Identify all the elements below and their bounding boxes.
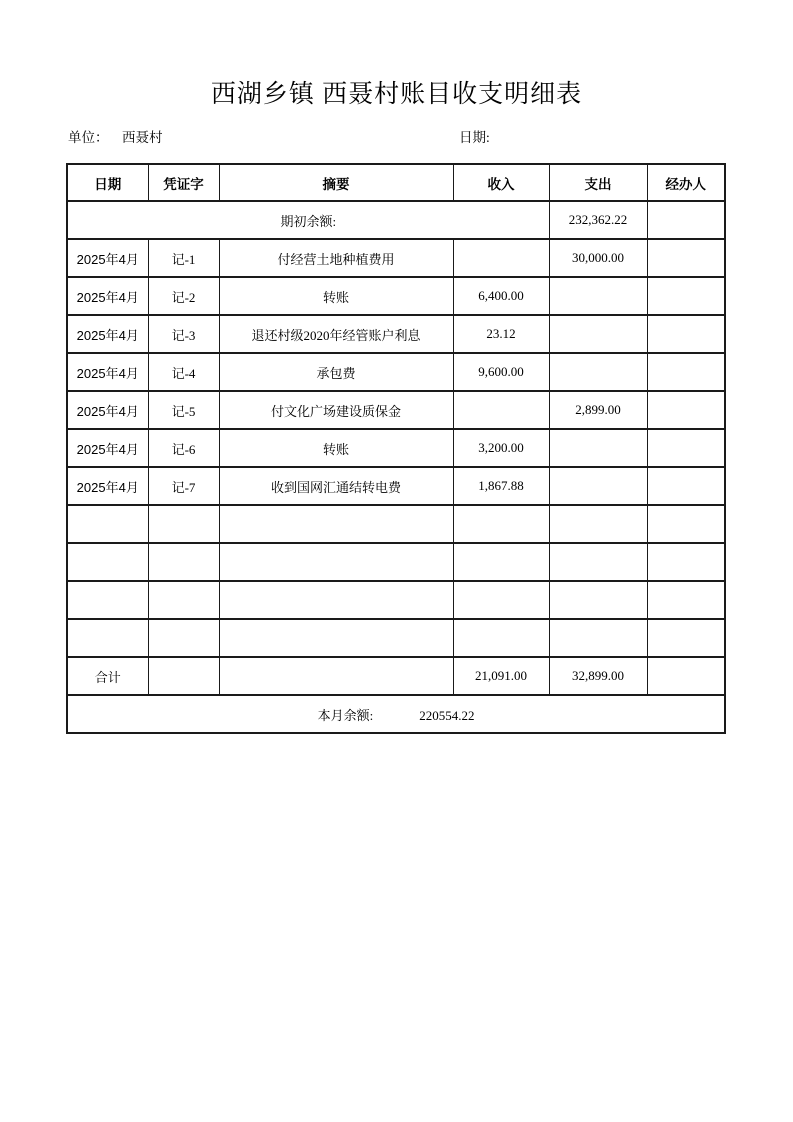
table-row [67, 353, 725, 391]
row-handler [647, 353, 725, 391]
row-date: 2025年4月 [67, 429, 148, 467]
table-row [67, 467, 725, 505]
row-handler [647, 315, 725, 353]
row-handler [647, 467, 725, 505]
row-summary: 转账 [219, 277, 453, 315]
row-voucher: 记-6 [148, 429, 219, 467]
closing-balance-row [67, 695, 725, 733]
row-expense [549, 429, 647, 467]
table-row [67, 315, 725, 353]
table-row [67, 391, 725, 429]
row-income [453, 239, 549, 277]
row-voucher: 记-3 [148, 315, 219, 353]
row-expense [549, 315, 647, 353]
empty-row [67, 581, 725, 619]
row-date: 2025年4月 [67, 467, 148, 505]
header-handler: 经办人 [647, 164, 725, 201]
unit-label: 单位： [68, 130, 109, 145]
meta-row [0, 126, 793, 146]
closing-balance-label: 本月余额: [317, 707, 374, 723]
row-handler [647, 429, 725, 467]
table-row [67, 239, 725, 277]
header-income: 收入 [453, 164, 549, 201]
row-voucher: 记-4 [148, 353, 219, 391]
header-voucher: 凭证字 [148, 164, 219, 201]
row-handler [647, 277, 725, 315]
row-income: 1,867.88 [453, 467, 549, 505]
row-income: 3,200.00 [453, 429, 549, 467]
row-date: 2025年4月 [67, 315, 148, 353]
empty-row [67, 619, 725, 657]
row-expense: 30,000.00 [549, 239, 647, 277]
row-date: 2025年4月 [67, 353, 148, 391]
row-voucher: 记-1 [148, 239, 219, 277]
row-income [453, 391, 549, 429]
closing-balance-amount: 220554.22 [419, 707, 475, 723]
row-expense: 2,899.00 [549, 391, 647, 429]
row-voucher: 记-7 [148, 467, 219, 505]
page-title: 西湖乡镇 西聂村账目收支明细表 [210, 81, 583, 108]
total-expense: 32,899.00 [549, 657, 647, 695]
unit-value: 西聂村 [122, 130, 163, 145]
row-summary: 退还村级2020年经管账户利息 [219, 315, 453, 353]
row-summary: 承包费 [219, 353, 453, 391]
header-summary: 摘要 [219, 164, 453, 201]
row-income: 9,600.00 [453, 353, 549, 391]
opening-balance-handler-cell [647, 201, 725, 239]
empty-row [67, 505, 725, 543]
row-expense [549, 353, 647, 391]
row-summary: 付文化广场建设质保金 [219, 391, 453, 429]
header-date: 日期 [67, 164, 148, 201]
opening-balance-amount: 232,362.22 [549, 201, 647, 239]
row-summary: 转账 [219, 429, 453, 467]
row-summary: 收到国网汇通结转电费 [219, 467, 453, 505]
row-voucher: 记-2 [148, 277, 219, 315]
opening-balance-label: 期初余额: [67, 201, 549, 239]
row-date: 2025年4月 [67, 391, 148, 429]
table-row [67, 429, 725, 467]
opening-balance-row [67, 201, 725, 239]
total-income: 21,091.00 [453, 657, 549, 695]
total-label: 合计 [67, 657, 148, 695]
row-income: 23.12 [453, 315, 549, 353]
row-expense [549, 277, 647, 315]
header-row [67, 164, 725, 201]
row-expense [549, 467, 647, 505]
row-date: 2025年4月 [67, 239, 148, 277]
date-label: 日期: [459, 130, 490, 145]
table-row [67, 277, 725, 315]
total-row [67, 657, 725, 695]
ledger-table [66, 163, 726, 734]
row-summary: 付经营土地种植费用 [219, 239, 453, 277]
header-expense: 支出 [549, 164, 647, 201]
row-handler [647, 391, 725, 429]
row-voucher: 记-5 [148, 391, 219, 429]
row-handler [647, 239, 725, 277]
empty-row [67, 543, 725, 581]
row-income: 6,400.00 [453, 277, 549, 315]
row-date: 2025年4月 [67, 277, 148, 315]
